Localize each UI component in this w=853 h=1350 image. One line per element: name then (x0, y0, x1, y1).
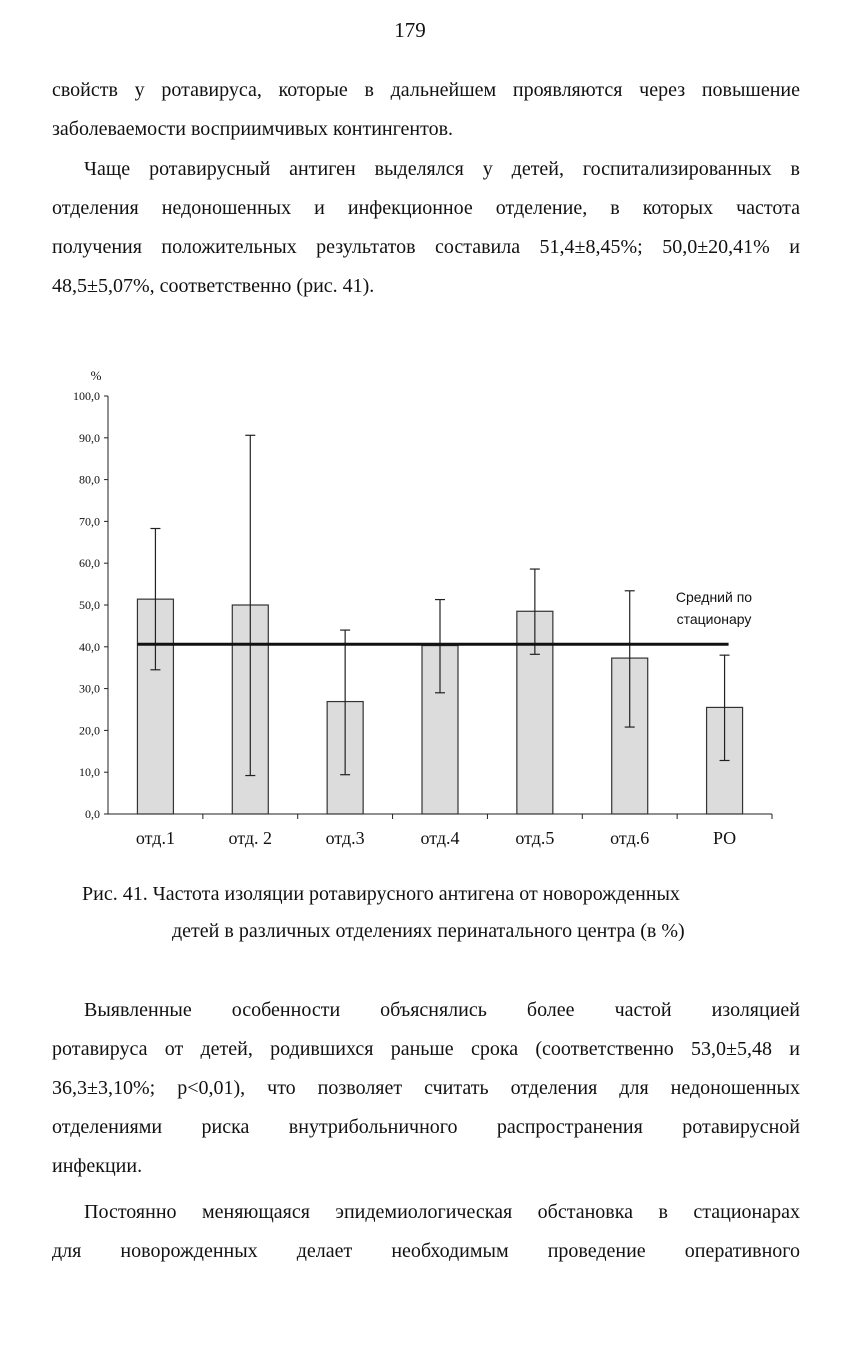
x-tick-label: отд.1 (135, 828, 175, 848)
x-tick-label: отд.4 (420, 828, 460, 848)
paragraph-line: Постоянно меняющаяся эпидемиологическая обстановка в стационарах (84, 1201, 800, 1223)
bar-chart (0, 360, 853, 860)
paragraph-line: свойств у ротавируса, которые в дальнейшем проявляются через повышение (52, 79, 800, 101)
y-tick-label: 60,0 (79, 556, 100, 571)
mean-line-label: Средний по (675, 589, 753, 605)
y-tick-label: 50,0 (79, 598, 100, 612)
paragraph-4 (52, 1193, 800, 1271)
paragraph-2 (52, 150, 800, 306)
y-tick-label: 10,0 (79, 765, 100, 780)
paragraph-3 (52, 991, 800, 1186)
y-tick-label: 80,0 (79, 472, 100, 487)
x-tick-label: отд.6 (610, 828, 650, 848)
y-tick-label: 30,0 (79, 681, 100, 696)
y-tick-label: 90,0 (79, 430, 100, 445)
paragraph-line: 48,5±5,07%, соответственно (рис. 41). (52, 275, 375, 297)
y-axis-label: % (90, 368, 102, 383)
x-tick-label: РО (712, 828, 737, 848)
x-tick-label: отд. 2 (228, 828, 273, 848)
y-tick-label: 0,0 (85, 807, 100, 821)
paragraph-line: отделениями риска внутрибольничного распространения ротавирусной (52, 1116, 800, 1138)
paragraph-line: инфекции. (52, 1155, 143, 1177)
paragraph-line: заболеваемости восприимчивых контингентов. (52, 118, 454, 140)
paragraph-line: 36,3±3,10%; р<0,01), что позволяет считать отделения для недоношенных (52, 1077, 800, 1099)
caption-line-2: детей в различных отделениях перинатального центра (в %) (172, 920, 685, 942)
paragraph-line: для новорожденных делает необходимым проведение оперативного (52, 1240, 800, 1262)
x-tick-label: отд.5 (515, 828, 555, 848)
page-number: 179 (394, 18, 426, 42)
paragraph-line: ротавируса от детей, родившихся раньше срока (соответственно 53,0±5,48 и (52, 1038, 800, 1060)
y-tick-label: 70,0 (79, 514, 100, 529)
figure-41 (0, 360, 853, 860)
paragraph-line: получения положительных результатов составила 51,4±8,45%; 50,0±20,41% и (52, 236, 800, 258)
paragraph-1 (52, 71, 800, 149)
y-tick-label: 100,0 (73, 389, 100, 403)
caption-line-1: Рис. 41. Частота изоляции ротавирусного антигена от новорожденных (82, 883, 680, 905)
x-tick-label: отд.3 (325, 828, 365, 848)
paragraph-line: отделения недоношенных и инфекционное отделение, в которых частота (52, 197, 800, 219)
paragraph-line: Выявленные особенности объяснялись более частой изоляцией (84, 999, 800, 1021)
y-tick-label: 20,0 (79, 723, 100, 738)
y-tick-label: 40,0 (79, 639, 100, 654)
mean-line-label: стационару (676, 611, 752, 627)
paragraph-line: Чаще ротавирусный антиген выделялся у детей, госпитализированных в (84, 158, 800, 180)
figure-caption (82, 876, 782, 950)
